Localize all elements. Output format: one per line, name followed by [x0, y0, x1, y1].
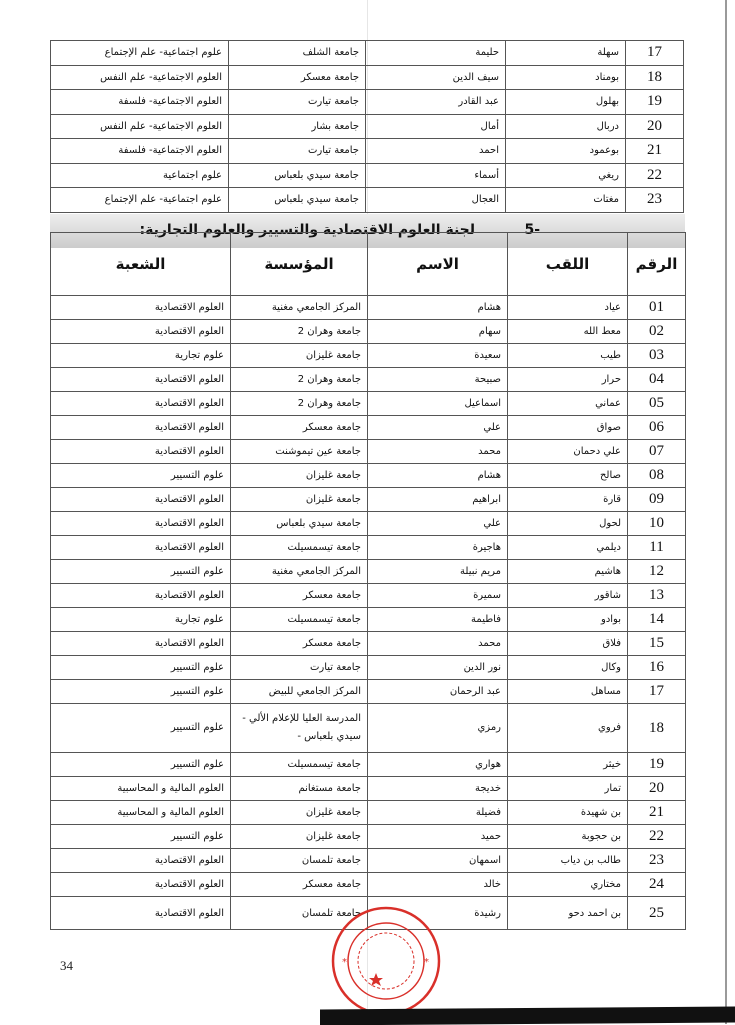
table-row — [51, 188, 684, 213]
cell-branch: العلوم الاقتصادية — [51, 392, 231, 416]
cell-surname: عياد — [508, 296, 628, 320]
cell-institution: المدرسة العليا للإعلام الألي - سيدي بلعباس - — [231, 704, 368, 753]
table-row — [51, 163, 684, 188]
cell-name: أسماء — [366, 163, 506, 188]
cell-branch: العلوم الاقتصادية — [51, 873, 231, 897]
table-header-row — [51, 233, 686, 296]
cell-name: هاجيرة — [368, 536, 508, 560]
cell-num: 17 — [628, 680, 686, 704]
cell-surname: طالب بن دياب — [508, 849, 628, 873]
cell-branch: العلوم الاقتصادية — [51, 320, 231, 344]
header-name: الاسم — [368, 233, 508, 296]
cell-branch: علوم اجتماعية- علم الإجتماع — [51, 188, 229, 213]
cell-name: سهام — [368, 320, 508, 344]
cell-surname: فلاق — [508, 632, 628, 656]
cell-branch: علوم التسيير — [51, 680, 231, 704]
section-number: -5 — [524, 222, 540, 238]
cell-name: عبد الرحمان — [368, 680, 508, 704]
cell-surname: بن احمد دحو — [508, 897, 628, 930]
table-row — [51, 464, 686, 488]
cell-num: 18 — [626, 65, 684, 90]
table-row — [51, 416, 686, 440]
cell-institution: المركز الجامعي للبيض — [231, 680, 368, 704]
cell-name: محمد — [368, 632, 508, 656]
cell-name: احمد — [366, 139, 506, 164]
table-row — [51, 656, 686, 680]
cell-institution: جامعة غليزان — [231, 464, 368, 488]
cell-institution: جامعة تلمسان — [231, 849, 368, 873]
table-row — [51, 560, 686, 584]
cell-num: 21 — [628, 801, 686, 825]
cell-branch: العلوم الاقتصادية — [51, 512, 231, 536]
cell-institution: جامعة الشلف — [229, 41, 366, 66]
cell-branch: العلوم الاجتماعية- علم النفس — [51, 65, 229, 90]
cell-institution: جامعة تلمسان — [231, 897, 368, 930]
cell-num: 03 — [628, 344, 686, 368]
table-row — [51, 512, 686, 536]
table-row — [51, 296, 686, 320]
cell-name: هواري — [368, 753, 508, 777]
cell-branch: العلوم الاقتصادية — [51, 488, 231, 512]
cell-name: ابراهيم — [368, 488, 508, 512]
cell-institution: جامعة تيسمسيلت — [231, 608, 368, 632]
cell-branch: العلوم الاقتصادية — [51, 536, 231, 560]
table-row — [51, 344, 686, 368]
cell-surname: بهلول — [506, 90, 626, 115]
table-row — [51, 753, 686, 777]
cell-institution: جامعة معسكر — [229, 65, 366, 90]
cell-name: نور الدين — [368, 656, 508, 680]
cell-institution: جامعة معسكر — [231, 632, 368, 656]
cell-name: حليمة — [366, 41, 506, 66]
cell-surname: حرار — [508, 368, 628, 392]
table-row — [51, 584, 686, 608]
cell-institution: جامعة وهران 2 — [231, 320, 368, 344]
cell-name: رشيدة — [368, 897, 508, 930]
table-row — [51, 114, 684, 139]
cell-branch: علوم التسيير — [51, 825, 231, 849]
page-number: 34 — [60, 958, 73, 973]
cell-institution: جامعة معسكر — [231, 584, 368, 608]
cell-surname: ريغي — [506, 163, 626, 188]
header-branch: الشعبة — [51, 233, 231, 296]
cell-surname: معط الله — [508, 320, 628, 344]
cell-num: 10 — [628, 512, 686, 536]
cell-institution: جامعة تيسمسيلت — [231, 753, 368, 777]
cell-num: 20 — [626, 114, 684, 139]
cell-num: 24 — [628, 873, 686, 897]
cell-institution: جامعة تيارت — [229, 90, 366, 115]
cell-branch: العلوم الاقتصادية — [51, 416, 231, 440]
table-row — [51, 368, 686, 392]
cell-branch: علوم التسيير — [51, 464, 231, 488]
cell-num: 19 — [628, 753, 686, 777]
cell-name: علي — [368, 512, 508, 536]
cell-name: هشام — [368, 464, 508, 488]
cell-name: فاطيمة — [368, 608, 508, 632]
table-row — [51, 801, 686, 825]
cell-num: 22 — [628, 825, 686, 849]
cell-institution: جامعة وهران 2 — [231, 392, 368, 416]
cell-branch: العلوم الاقتصادية — [51, 632, 231, 656]
cell-institution: جامعة تيسمسيلت — [231, 536, 368, 560]
cell-institution: جامعة غليزان — [231, 488, 368, 512]
cell-surname: لحول — [508, 512, 628, 536]
cell-name: مريم نبيلة — [368, 560, 508, 584]
cell-institution: جامعة وهران 2 — [231, 368, 368, 392]
cell-num: 08 — [628, 464, 686, 488]
cell-surname: بن حجوبة — [508, 825, 628, 849]
cell-name: حميد — [368, 825, 508, 849]
cell-institution: جامعة سيدي بلعباس — [231, 512, 368, 536]
cell-name: فضيلة — [368, 801, 508, 825]
cell-surname: صواق — [508, 416, 628, 440]
table-row — [51, 825, 686, 849]
cell-branch: العلوم الاقتصادية — [51, 584, 231, 608]
cell-branch: العلوم الاقتصادية — [51, 849, 231, 873]
cell-branch: علوم التسيير — [51, 753, 231, 777]
table-row — [51, 488, 686, 512]
table-row — [51, 632, 686, 656]
scan-shadow-bar — [320, 1007, 735, 1025]
cell-branch: العلوم الاقتصادية — [51, 440, 231, 464]
table-row — [51, 90, 684, 115]
cell-surname: طيب — [508, 344, 628, 368]
cell-num: 25 — [628, 897, 686, 930]
table-row — [51, 608, 686, 632]
cell-branch: علوم التسيير — [51, 704, 231, 753]
cell-institution: جامعة غليزان — [231, 344, 368, 368]
cell-num: 07 — [628, 440, 686, 464]
cell-name: محمد — [368, 440, 508, 464]
cell-surname: دربال — [506, 114, 626, 139]
cell-institution: جامعة عين تيموشنت — [231, 440, 368, 464]
cell-num: 21 — [626, 139, 684, 164]
cell-branch: العلوم الاقتصادية — [51, 296, 231, 320]
cell-num: 05 — [628, 392, 686, 416]
cell-num: 17 — [626, 41, 684, 66]
cell-surname: بن شهيدة — [508, 801, 628, 825]
cell-num: 02 — [628, 320, 686, 344]
cell-branch: علوم التسيير — [51, 560, 231, 584]
cell-branch: علوم التسيير — [51, 656, 231, 680]
official-stamp-icon — [330, 905, 442, 1017]
cell-surname: سهلة — [506, 41, 626, 66]
cell-branch: علوم اجتماعية — [51, 163, 229, 188]
cell-name: سيف الدين — [366, 65, 506, 90]
cell-branch: العلوم الاقتصادية — [51, 897, 231, 930]
cell-name: صبيحة — [368, 368, 508, 392]
table-row — [51, 41, 684, 66]
cell-surname: مغتات — [506, 188, 626, 213]
cell-branch: العلوم الاجتماعية- علم النفس — [51, 114, 229, 139]
cell-institution: جامعة تيارت — [229, 139, 366, 164]
cell-branch: العلوم المالية و المحاسبية — [51, 777, 231, 801]
cell-branch: العلوم الاجتماعية- فلسفة — [51, 90, 229, 115]
cell-num: 04 — [628, 368, 686, 392]
cell-institution: جامعة غليزان — [231, 825, 368, 849]
table-row — [51, 440, 686, 464]
cell-num: 19 — [626, 90, 684, 115]
cell-institution: المركز الجامعي مغنية — [231, 560, 368, 584]
cell-surname: وكال — [508, 656, 628, 680]
header-num: الرقم — [628, 233, 686, 296]
section-title: لجنة العلوم الاقتصادية والتسيير والعلوم التجارية: — [139, 222, 475, 238]
cell-num: 23 — [628, 849, 686, 873]
cell-num: 20 — [628, 777, 686, 801]
header-institution: المؤسسة — [231, 233, 368, 296]
cell-name: رمزي — [368, 704, 508, 753]
cell-name: العجال — [366, 188, 506, 213]
cell-surname: صالح — [508, 464, 628, 488]
cell-num: 12 — [628, 560, 686, 584]
cell-name: سميرة — [368, 584, 508, 608]
cell-num: 22 — [626, 163, 684, 188]
cell-name: اسمهان — [368, 849, 508, 873]
cell-num: 01 — [628, 296, 686, 320]
cell-num: 23 — [626, 188, 684, 213]
table-row — [51, 65, 684, 90]
table-row — [51, 680, 686, 704]
cell-surname: قارة — [508, 488, 628, 512]
top-table — [50, 40, 684, 213]
cell-institution: جامعة مستغانم — [231, 777, 368, 801]
cell-num: 09 — [628, 488, 686, 512]
cell-institution: جامعة تيارت — [231, 656, 368, 680]
cell-surname: بوعمود — [506, 139, 626, 164]
cell-surname: مختاري — [508, 873, 628, 897]
table-row — [51, 536, 686, 560]
cell-surname: علي دحمان — [508, 440, 628, 464]
svg-text:*: * — [424, 957, 429, 968]
cell-surname: بومناد — [506, 65, 626, 90]
table-row — [51, 320, 686, 344]
table-row — [51, 704, 686, 753]
cell-institution: جامعة معسكر — [231, 873, 368, 897]
cell-num: 16 — [628, 656, 686, 680]
cell-surname: عماني — [508, 392, 628, 416]
cell-surname: بوادو — [508, 608, 628, 632]
cell-name: أمال — [366, 114, 506, 139]
cell-institution: جامعة سيدي بلعباس — [229, 163, 366, 188]
cell-institution: جامعة غليزان — [231, 801, 368, 825]
cell-num: 14 — [628, 608, 686, 632]
cell-num: 18 — [628, 704, 686, 753]
cell-branch: العلوم المالية و المحاسبية — [51, 801, 231, 825]
cell-name: علي — [368, 416, 508, 440]
cell-name: خديجة — [368, 777, 508, 801]
scan-edge — [725, 0, 727, 1024]
cell-surname: مساهل — [508, 680, 628, 704]
cell-name: سعيدة — [368, 344, 508, 368]
table-row — [51, 139, 684, 164]
cell-name: هشام — [368, 296, 508, 320]
cell-num: 06 — [628, 416, 686, 440]
cell-institution: المركز الجامعي مغنية — [231, 296, 368, 320]
cell-surname: هاشيم — [508, 560, 628, 584]
cell-surname: خيثر — [508, 753, 628, 777]
cell-name: عبد القادر — [366, 90, 506, 115]
cell-num: 13 — [628, 584, 686, 608]
cell-num: 11 — [628, 536, 686, 560]
cell-surname: تمار — [508, 777, 628, 801]
cell-surname: شاقور — [508, 584, 628, 608]
header-surname: اللقب — [508, 233, 628, 296]
committee-table — [50, 232, 686, 930]
cell-name: اسماعيل — [368, 392, 508, 416]
table-row — [51, 849, 686, 873]
cell-num: 15 — [628, 632, 686, 656]
cell-surname: فروي — [508, 704, 628, 753]
cell-surname: ديلمي — [508, 536, 628, 560]
cell-institution: جامعة بشار — [229, 114, 366, 139]
cell-branch: علوم تجارية — [51, 608, 231, 632]
cell-institution: جامعة سيدي بلعباس — [229, 188, 366, 213]
cell-branch: العلوم الاقتصادية — [51, 368, 231, 392]
cell-institution: جامعة معسكر — [231, 416, 368, 440]
cell-branch: علوم تجارية — [51, 344, 231, 368]
cell-branch: علوم اجتماعية- علم الإجتماع — [51, 41, 229, 66]
svg-text:*: * — [342, 957, 347, 968]
cell-name: خالد — [368, 873, 508, 897]
table-row — [51, 392, 686, 416]
table-row — [51, 777, 686, 801]
cell-branch: العلوم الاجتماعية- فلسفة — [51, 139, 229, 164]
table-row — [51, 873, 686, 897]
